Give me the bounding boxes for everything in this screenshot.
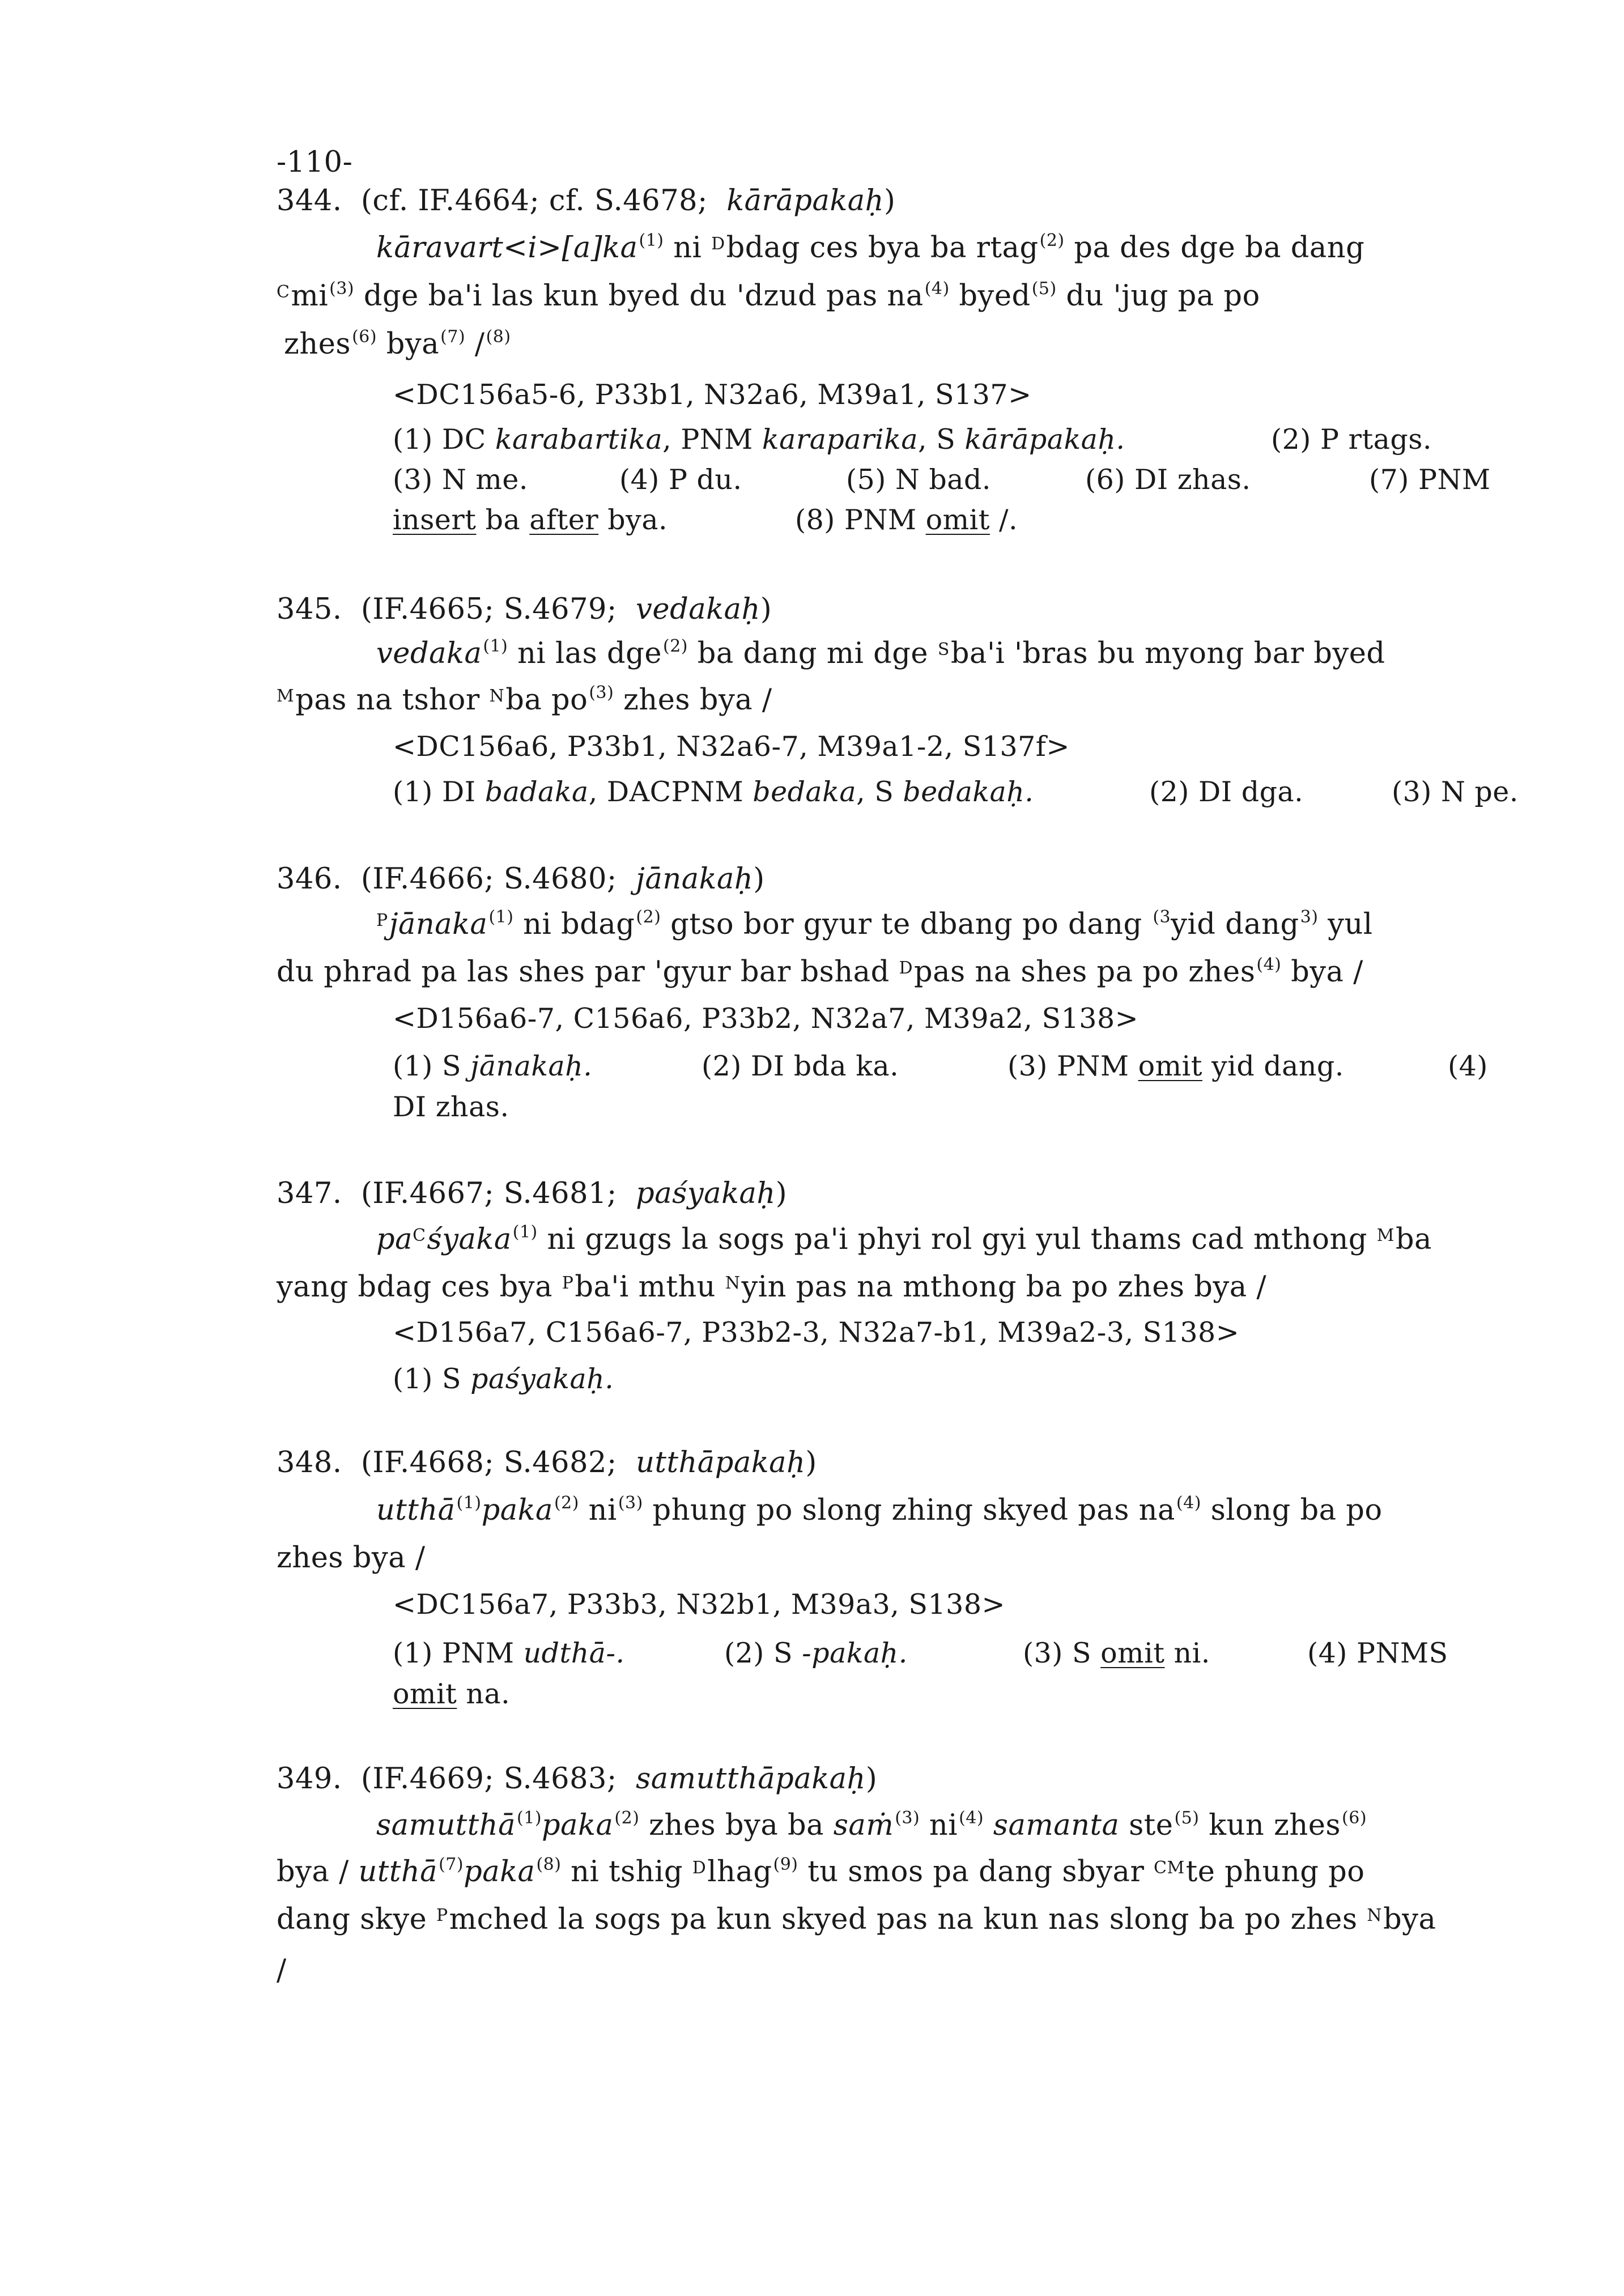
entry-345-line-1: vedaka$^{(1)}$ ni las dge$^{(2)}$ ba dang mi dge $^S$ba'i 'bras bu myong bar byed — [376, 636, 1385, 670]
entry-349-line-4: / — [277, 1954, 287, 1987]
entry-346-note-1: (1) S jānakaḥ. (2) DI bda ka. (3) PNM omit yid dang. (4) — [393, 1050, 1488, 1082]
entry-346-line-2: du phrad pa las shes par 'gyur bar bshad $^D$pas na shes pa po zhes$^{(4)}$ bya / — [277, 955, 1363, 989]
entry-344-heading: 344. (cf. IF.4664; cf. S.4678; kārāpakaḥ) — [277, 184, 896, 218]
entry-344-sources: <DC156a5-6, P33b1, N32a6, M39a1, S137> — [393, 379, 1032, 411]
entry-number: 344. — [277, 184, 342, 218]
entry-sanskrit: utthāpakaḥ — [636, 1446, 806, 1479]
entry-347-note-1: (1) S paśyakaḥ. — [393, 1363, 614, 1395]
entry-344-line-3: zhes$^{(6)}$ bya$^{(7)}$ /$^{(8)}$ — [284, 327, 511, 361]
entry-347-sources: <D156a7, C156a6-7, P33b2-3, N32a7-b1, M39a2-3, S138> — [393, 1316, 1240, 1349]
entry-sanskrit: samutthāpakaḥ — [636, 1762, 866, 1796]
entry-346-line-1: $^P$jānaka$^{(1)}$ ni bdag$^{(2)}$ gtso bor gyur te dbang po dang $^{(3}$yid dang$^{3)}$ yul — [376, 907, 1373, 941]
entry-ref: (IF.4665; S.4679; — [361, 593, 617, 626]
page: -110- 344. (cf. IF.4664; cf. S.4678; kārāpakaḥ) $kāravart<i>[a]ka^{(1)}$ ni $^D$bdag ces bya ba rtag$^{(2)}$ pa des dge ba dang $^Cmi^{(3)}$ dge ba'i las kun byed du 'dzud pas $na^{(4)}$ byed$^{(5)}$ du 'jug pa po zhes$^{(6)}$ bya$^{(7)}$ /$^{(8)}$ <DC156a5-6, P33b1, N32a6, M39a1, S137> (1) DC karabartika, PNM karaparika, S kārāpakaḥ. (2) P rtags. (3) N me. (4) P du. (5) N bad. (6) DI zhas. (7) PNM insert ba after bya. (8) PNM omit /. 345. (IF.4665; S.4679; vedakaḥ) vedaka$^{(1)}$ ni las dge$^{(2)}$ ba dang mi dge $^S$ba'i 'bras bu myong bar byed $^M$pas na tshor $^N$ba $po^{(3)}$ zhes bya / <DC156a6, P33b1, N32a6-7, M39a1-2, S137f> (1) DI badaka, DACPNM bedaka, S bedakaḥ. (2) DI dga. (3) N pe. 346. (IF.4666; S.4680; jānakaḥ) $^P$jānaka$^{(1)}$ ni bdag$^{(2)}$ gtso bor gyur te dbang po dang $^{(3}$yid dang$^{3)}$ yul du phrad pa las shes par 'gyur bar bshad $^D$pas na shes pa po zhes$^{(4)}$ bya / <D156a6-7, C156a6, P33b2, N32a7, M39a2, S138> (1) S jānakaḥ. (2) DI bda ka. (3) PNM omit yid dang. (4) DI zhas. 347. (IF.4667; S.4681; paśyakaḥ) $pa^Cśyaka^{(1)}$ ni gzugs la sogs pa'i phyi rol gyi yul thams cad mthong $^M$ba yang bdag ces bya $^P$ba'i mthu $^N$yin pas na mthong ba po zhes bya / <D156a7, C156a6-7, P33b2-3, N32a7-b1, M39a2-3, S138> (1) S paśyakaḥ. 348. (IF.4668; S.4682; utthāpakaḥ) utthā$^{(1)}$paka$^{(2)}$ $ni^{(3)}$ phung po slong zhing skyed pas $na^{(4)}$ slong ba po zhes bya / <DC156a7, P33b3, N32b1, M39a3, S138> (1) PNM udthā-. (2) S -pakaḥ. (3) S omit ni. (4) PNMS omit na. 349. (IF.4669; S.4683; samutthāpakaḥ) samutthā$^{(1)}$paka$^{(2)}$ zhes bya ba saṁ$^{(3)}$ $ni^{(4)}$ samanta ste$^{(5)}$ kun zhes$^{(6)}$ bya / utthā$^{(7)}$paka$^{(8)}$ ni tshig $^D$lhag$^{(9)}$ tu smos pa dang sbyar $^{CM}$te phung po dang skye $^P$mched la sogs pa kun skyed pas na kun nas slong ba po zhes $^N$bya / — [0, 0, 1624, 2296]
entry-349-line-1: samutthā$^{(1)}$paka$^{(2)}$ zhes bya ba saṁ$^{(3)}$ $ni^{(4)}$ samanta ste$^{(5)}$ kun zhes$^{(6)}$ — [376, 1808, 1367, 1842]
entry-349-line-3: dang skye $^P$mched la sogs pa kun skyed pas na kun nas slong ba po zhes $^N$bya — [277, 1903, 1436, 1936]
entry-348-sources: <DC156a7, P33b3, N32b1, M39a3, S138> — [393, 1588, 1006, 1621]
entry-344-line-2: $^Cmi^{(3)}$ dge ba'i las kun byed du 'dzud pas $na^{(4)}$ byed$^{(5)}$ du 'jug pa po — [277, 279, 1260, 313]
entry-number: 347. — [277, 1177, 342, 1210]
entry-345-heading: 345. (IF.4665; S.4679; vedakaḥ) — [277, 593, 772, 626]
entry-number: 345. — [277, 593, 342, 626]
entry-number: 349. — [277, 1762, 342, 1796]
entry-346-note-2: DI zhas. — [393, 1091, 509, 1123]
entry-347-line-1: $pa^Cśyaka^{(1)}$ ni gzugs la sogs pa'i phyi rol gyi yul thams cad mthong $^M$ba — [376, 1222, 1432, 1256]
entry-348-line-2: zhes bya / — [277, 1541, 426, 1575]
entry-ref: (IF.4669; S.4683; — [361, 1762, 617, 1796]
entry-348-note-1: (1) PNM udthā-. (2) S -pakaḥ. (3) S omit ni. (4) PNMS — [393, 1637, 1448, 1669]
entry-344-note-1: (1) DC karabartika, PNM karaparika, S kārāpakaḥ. (2) P rtags. — [393, 423, 1432, 456]
entry-346-heading: 346. (IF.4666; S.4680; jānakaḥ) — [277, 862, 765, 896]
entry-344-note-3: insert ba after bya. (8) PNM omit /. — [393, 504, 1018, 536]
entry-347-line-2: yang bdag ces bya $^P$ba'i mthu $^N$yin pas na mthong ba po zhes bya / — [277, 1270, 1267, 1304]
entry-346-sources: <D156a6-7, C156a6, P33b2, N32a7, M39a2, S138> — [393, 1002, 1139, 1035]
entry-348-note-2: omit na. — [393, 1678, 511, 1710]
entry-number: 348. — [277, 1446, 342, 1479]
entry-349-line-2: bya / utthā$^{(7)}$paka$^{(8)}$ ni tshig $^D$lhag$^{(9)}$ tu smos pa dang sbyar $^{CM}$te phung po — [277, 1855, 1365, 1889]
entry-sanskrit: paśyakaḥ — [636, 1177, 776, 1210]
entry-sanskrit: vedakaḥ — [636, 593, 760, 626]
entry-348-heading: 348. (IF.4668; S.4682; utthāpakaḥ) — [277, 1446, 817, 1479]
entry-347-heading: 347. (IF.4667; S.4681; paśyakaḥ) — [277, 1177, 788, 1210]
entry-number: 346. — [277, 862, 342, 896]
entry-345-note-1: (1) DI badaka, DACPNM bedaka, S bedakaḥ. (2) DI dga. (3) N pe. — [393, 776, 1519, 808]
entry-sanskrit: jānakaḥ — [636, 862, 754, 896]
entry-ref: (IF.4668; S.4682; — [361, 1446, 617, 1479]
entry-ref: (cf. IF.4664; cf. S.4678; — [361, 184, 708, 218]
entry-349-heading: 349. (IF.4669; S.4683; samutthāpakaḥ) — [277, 1762, 878, 1796]
entry-ref: (IF.4667; S.4681; — [361, 1177, 617, 1210]
entry-ref: (IF.4666; S.4680; — [361, 862, 617, 896]
entry-345-sources: <DC156a6, P33b1, N32a6-7, M39a1-2, S137f> — [393, 730, 1070, 763]
page-number: -110- — [277, 146, 353, 179]
entry-348-line-1: utthā$^{(1)}$paka$^{(2)}$ $ni^{(3)}$ phung po slong zhing skyed pas $na^{(4)}$ slong ba po — [376, 1493, 1383, 1527]
entry-344-line-1: $kāravart<i>[a]ka^{(1)}$ ni $^D$bdag ces bya ba rtag$^{(2)}$ pa des dge ba dang — [376, 231, 1365, 265]
entry-sanskrit: kārāpakaḥ — [726, 184, 885, 218]
entry-345-line-2: $^M$pas na tshor $^N$ba $po^{(3)}$ zhes bya / — [277, 683, 772, 717]
